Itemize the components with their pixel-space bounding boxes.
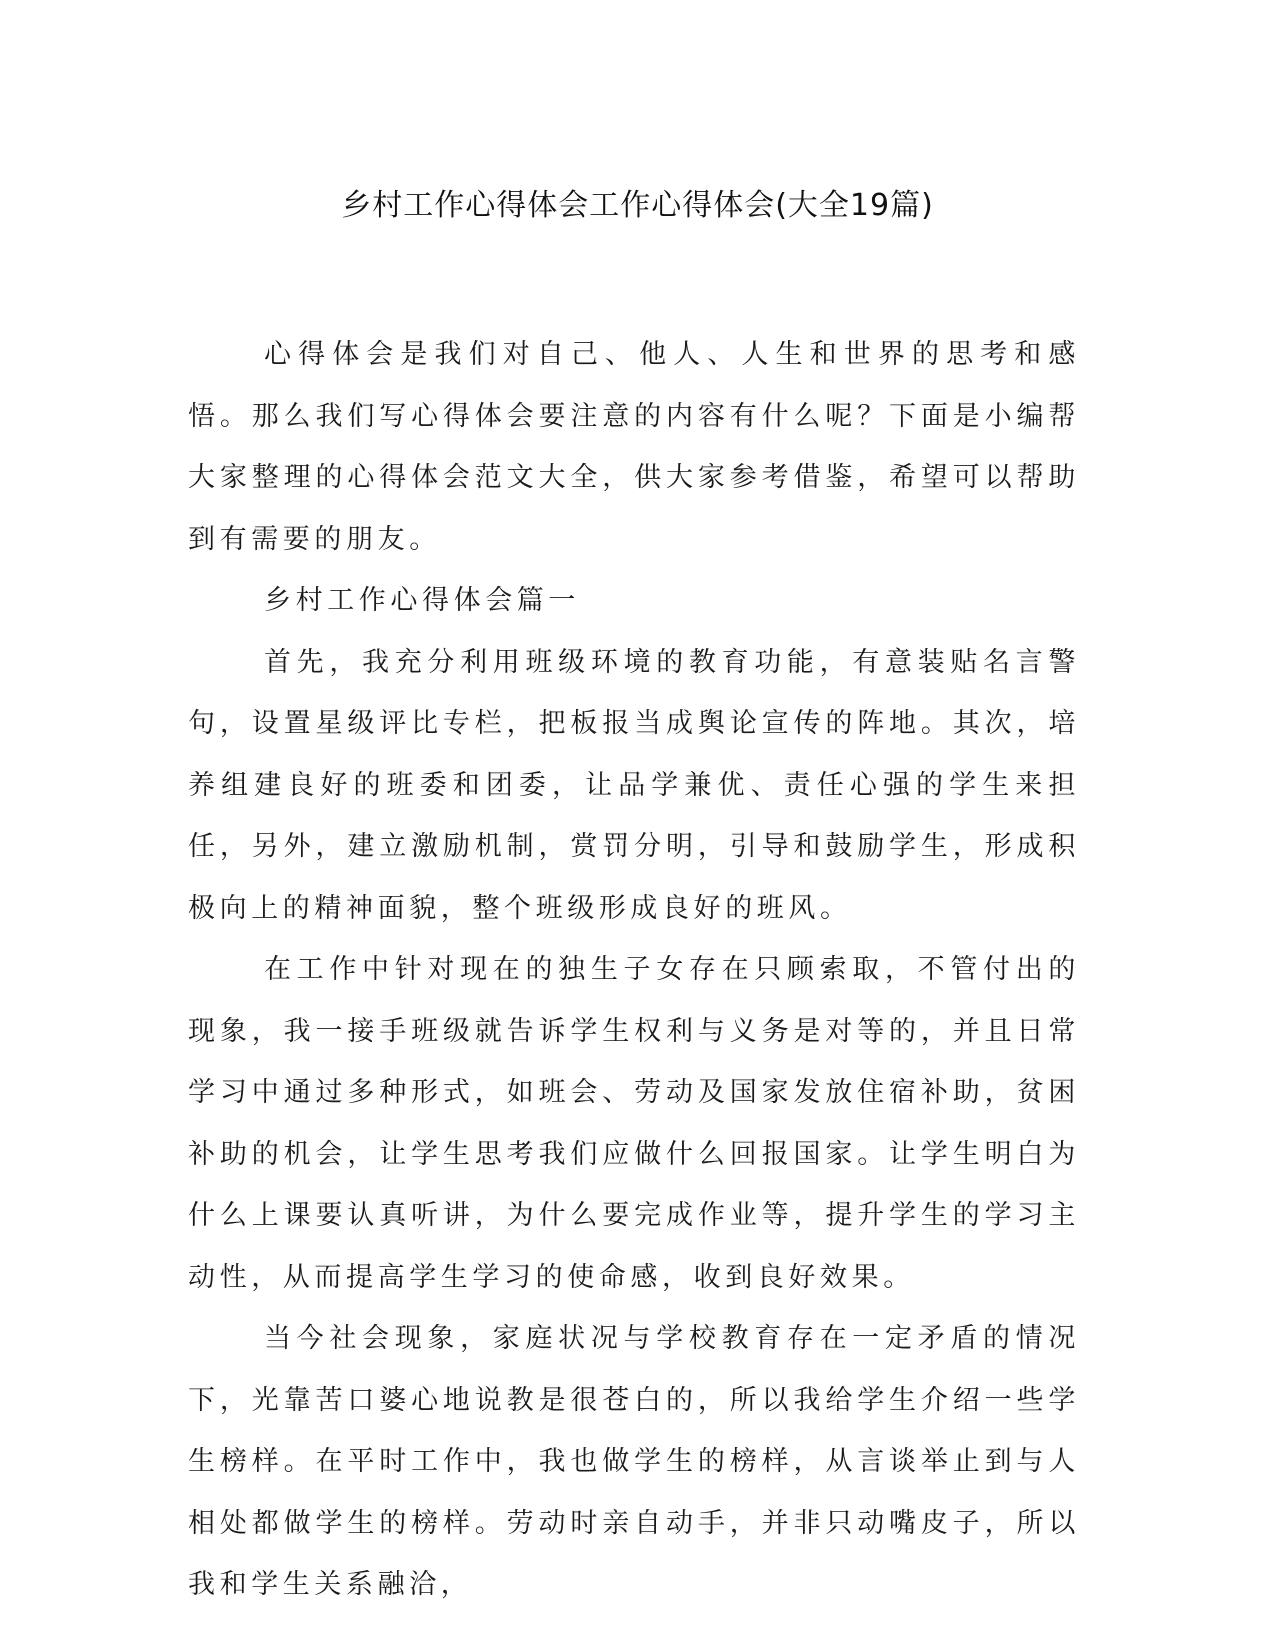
intro-paragraph: 心得体会是我们对自己、他人、人生和世界的思考和感悟。那么我们写心得体会要注意的内容有什么呢？下面是小编帮大家整理的心得体会范文大全，供大家参考借鉴，希望可以帮助到有需要的朋友。 [188, 339, 1080, 555]
body-paragraph-1: 首先，我充分利用班级环境的教育功能，有意装贴名言警句，设置星级评比专栏，把板报当成舆论宣传的阵地。其次，培养组建良好的班委和团委，让品学兼优、责任心强的学生来担任，另外，建立激励机制，赏罚分明，引导和鼓励学生，形成积极向上的精神面貌，整个班级形成良好的班风。 [188, 646, 1080, 924]
document-body [188, 324, 1080, 1616]
body-paragraph-3: 当今社会现象，家庭状况与学校教育存在一定矛盾的情况下，光靠苦口婆心地说教是很苍白的，所以我给学生介绍一些学生榜样。在平时工作中，我也做学生的榜样，从言谈举止到与人相处都做学生的榜样。劳动时亲自动手，并非只动嘴皮子，所以我和学生关系融洽， [188, 1323, 1080, 1600]
document-title: 乡村工作心得体会工作心得体会(大全19篇) [341, 188, 934, 223]
section-heading: 乡村工作心得体会篇一 [264, 585, 580, 616]
body-paragraph-2: 在工作中针对现在的独生子女存在只顾索取，不管付出的现象，我一接手班级就告诉学生权利与义务是对等的，并且日常学习中通过多种形式，如班会、劳动及国家发放住宿补助，贫困补助的机会，让学生思考我们应做什么回报国家。让学生明白为什么上课要认真听讲，为什么要完成作业等，提升学生的学习主动性，从而提高学生学习的使命感，收到良好效果。 [188, 954, 1080, 1293]
